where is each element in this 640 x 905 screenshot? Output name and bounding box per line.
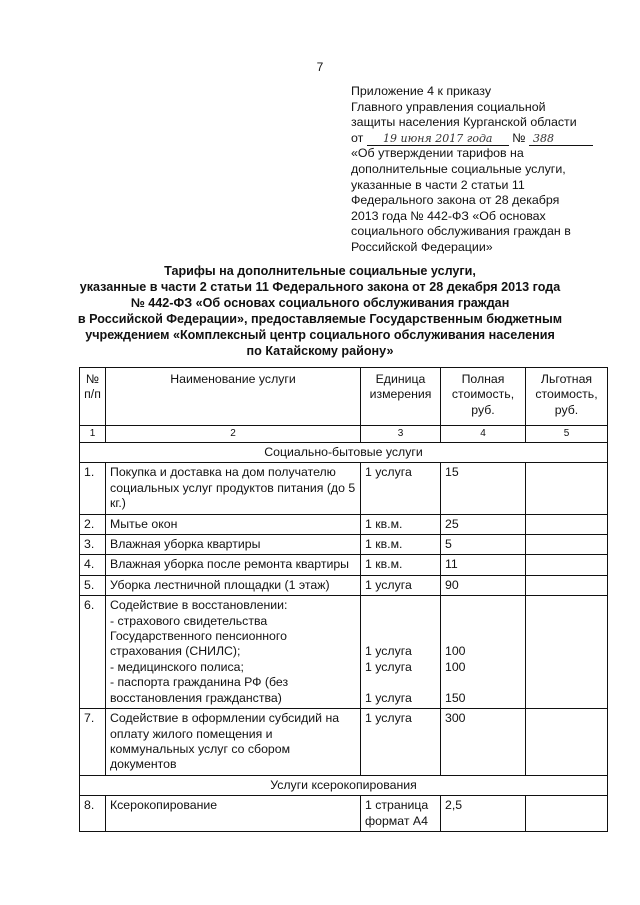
title-line: в Российской Федерации», предоставляемые Государственным бюджетным: [77, 312, 563, 326]
header-full-cost: Полная стоимость, руб.: [441, 368, 526, 426]
row-number: 4.: [80, 555, 106, 575]
col-number: 5: [526, 426, 608, 443]
unit-cell: 1 услуга 1 услуга 1 услуга: [361, 596, 441, 709]
row-number: 7.: [80, 709, 106, 776]
unit-cell: 1 услуга: [361, 463, 441, 514]
full-cost-cell: 2,5: [441, 796, 526, 832]
header-unit: Единица измерения: [361, 368, 441, 426]
reduced-cost-cell: [526, 514, 608, 534]
table-row: [80, 796, 608, 832]
table-row: [80, 514, 608, 534]
subject-line: «Об утверждении тарифов на: [351, 146, 524, 161]
full-cost-cell: 100 100 150: [441, 596, 526, 709]
subject-line: социального обслуживания граждан в: [351, 224, 571, 239]
row-number: 8.: [80, 796, 106, 832]
full-cost-cell: 15: [441, 463, 526, 514]
full-cost-cell: 90: [441, 575, 526, 595]
service-name: Влажная уборка после ремонта квартиры: [106, 555, 361, 575]
col-number: 3: [361, 426, 441, 443]
table-row: [80, 575, 608, 595]
header-reduced-cost: Льготная стоимость, руб.: [526, 368, 608, 426]
column-number-row: [80, 426, 608, 443]
reduced-cost-cell: [526, 596, 608, 709]
unit-cell: 1 услуга: [361, 575, 441, 595]
service-name: Уборка лестничной площадки (1 этаж): [106, 575, 361, 595]
table-row: [80, 555, 608, 575]
title-line: по Катайскому району»: [246, 344, 394, 358]
appendix-line: защиты населения Курганской области: [351, 115, 577, 130]
order-number: 388: [529, 132, 593, 146]
full-cost-cell: 25: [441, 514, 526, 534]
header-row: [80, 368, 608, 426]
header-num: № п/п: [80, 368, 106, 426]
order-number-label: №: [512, 130, 526, 145]
table-row: [80, 463, 608, 514]
section-row: [80, 775, 608, 795]
service-name: Содействие в оформлении субсидий на оплату жилого помещения и коммунальных услуг со сбором документов: [106, 709, 361, 776]
row-number: 2.: [80, 514, 106, 534]
subject-line: дополнительные социальные услуги,: [351, 161, 566, 176]
order-line: [351, 131, 621, 147]
subject-line: 2013 года № 442-ФЗ «Об основах: [351, 208, 546, 223]
section-row: [80, 443, 608, 463]
reduced-cost-cell: [526, 535, 608, 555]
full-cost-cell: 11: [441, 555, 526, 575]
appendix-line: Главного управления социальной: [351, 99, 546, 114]
service-name: Покупка и доставка на дом получателю социальных услуг продуктов питания (до 5 кг.): [106, 463, 361, 514]
table-row: [80, 709, 608, 776]
service-name: Мытье окон: [106, 514, 361, 534]
header-name: Наименование услуги: [106, 368, 361, 426]
title-line: Тарифы на дополнительные социальные услуги,: [164, 264, 476, 278]
appendix-header: [351, 84, 621, 256]
document-title: [40, 263, 600, 359]
unit-cell: 1 кв.м.: [361, 535, 441, 555]
unit-cell: 1 услуга: [361, 709, 441, 776]
row-number: 1.: [80, 463, 106, 514]
section-title: Социально-бытовые услуги: [80, 443, 608, 463]
reduced-cost-cell: [526, 796, 608, 832]
title-line: № 442-ФЗ «Об основах социального обслуживания граждан: [130, 296, 510, 310]
tariff-table: [79, 367, 608, 832]
title-line: учреждением «Комплексный центр социального обслуживания населения: [85, 328, 555, 342]
unit-cell: 1 страница формат А4: [361, 796, 441, 832]
unit-cell: 1 кв.м.: [361, 555, 441, 575]
service-name: Ксерокопирование: [106, 796, 361, 832]
page-number: 7: [316, 60, 324, 74]
order-prefix: от: [351, 130, 364, 145]
subject-line: указанные в части 2 статьи 11: [351, 177, 525, 192]
section-title: Услуги ксерокопирования: [80, 775, 608, 795]
row-number: 6.: [80, 596, 106, 709]
order-date: 19 июня 2017 года: [367, 132, 509, 146]
col-number: 1: [80, 426, 106, 443]
appendix-line: Приложение 4 к приказу: [351, 84, 492, 98]
full-cost-cell: 300: [441, 709, 526, 776]
subject-line: Федерального закона от 28 декабря: [351, 193, 560, 208]
col-number: 4: [441, 426, 526, 443]
reduced-cost-cell: [526, 463, 608, 514]
service-name: Содействие в восстановлении: - страхового свидетельства Государственного пенсионного страхования (СНИЛС); - медицинского полиса; - паспорта гражданина РФ (без восстановления гражданства): [106, 596, 361, 709]
row-number: 5.: [80, 575, 106, 595]
table-row: [80, 596, 608, 709]
reduced-cost-cell: [526, 575, 608, 595]
table-row: [80, 535, 608, 555]
title-line: указанные в части 2 статьи 11 Федерального закона от 28 декабря 2013 года: [79, 280, 561, 294]
service-name: Влажная уборка квартиры: [106, 535, 361, 555]
reduced-cost-cell: [526, 709, 608, 776]
col-number: 2: [106, 426, 361, 443]
full-cost-cell: 5: [441, 535, 526, 555]
unit-cell: 1 кв.м.: [361, 514, 441, 534]
row-number: 3.: [80, 535, 106, 555]
reduced-cost-cell: [526, 555, 608, 575]
subject-line: Российской Федерации»: [351, 239, 493, 254]
